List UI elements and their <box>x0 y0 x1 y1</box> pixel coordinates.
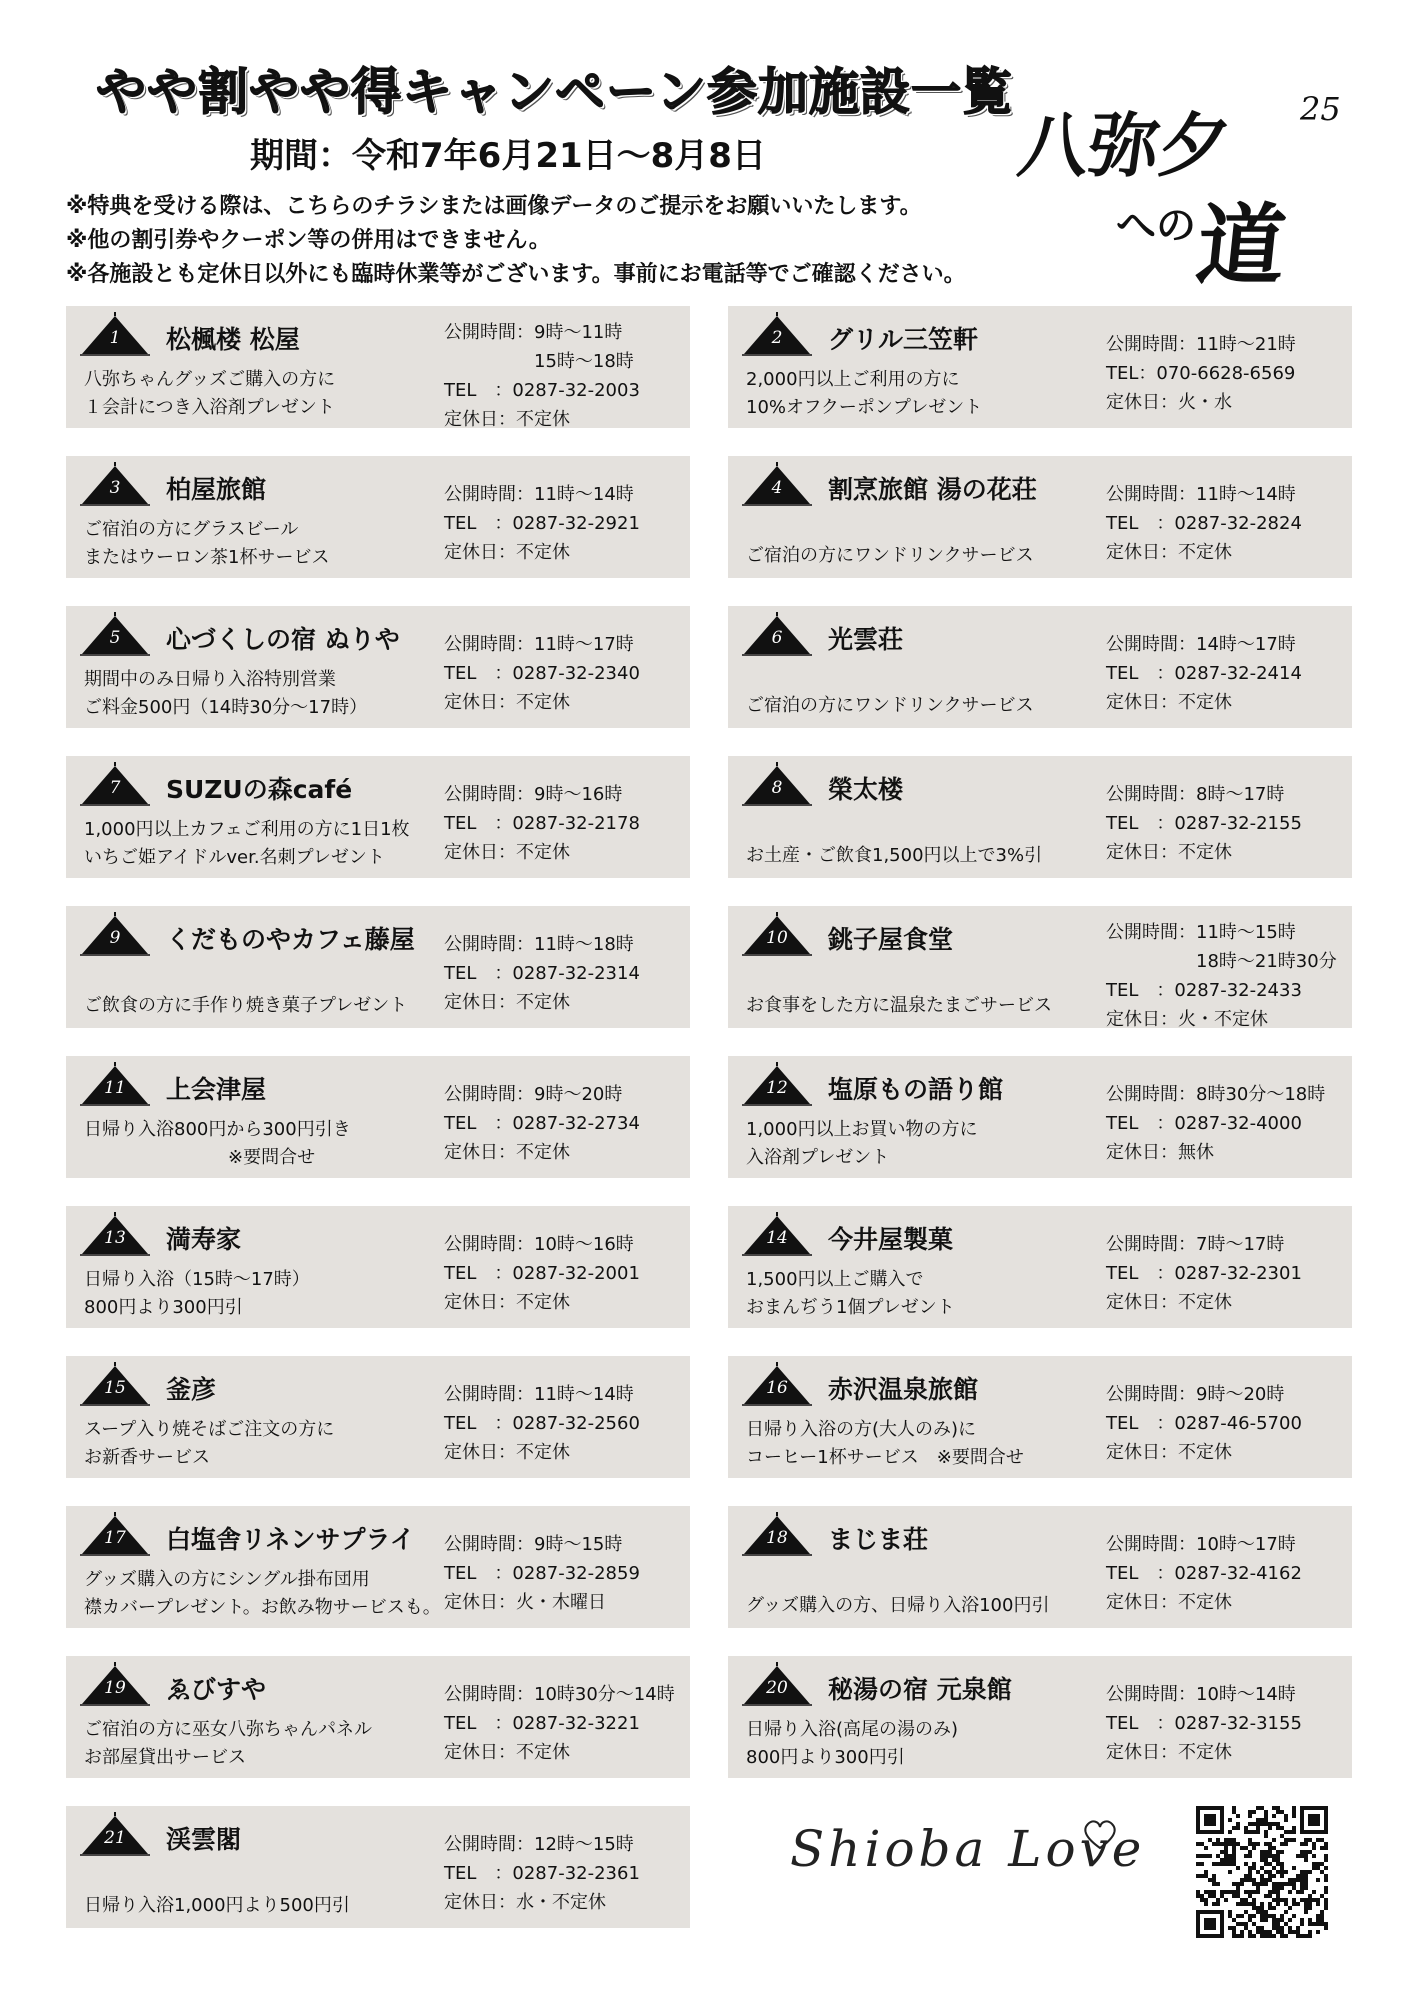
facility-info <box>444 1080 640 1167</box>
facility-card-6 <box>728 606 1352 728</box>
note-2: ※他の割引券やクーポン等の併用はできません。 <box>66 228 551 253</box>
facility-name: 塩原もの語り館 <box>828 1075 1004 1104</box>
facility-benefit-line: 日帰り入浴の方(大人のみ)に <box>746 1419 977 1440</box>
facility-info <box>444 318 640 434</box>
facility-card-19 <box>66 1656 690 1778</box>
facility-card-14 <box>728 1206 1352 1328</box>
facility-info-line: TEL ：0287-32-2859 <box>444 1563 640 1584</box>
facility-number: 4 <box>771 478 783 498</box>
facility-info-line: TEL ：0287-46-5700 <box>1106 1413 1302 1434</box>
facility-info-line: 公開時間：11時〜14時 <box>444 484 634 505</box>
facility-info-line: TEL ：0287-32-2361 <box>444 1863 640 1884</box>
facility-card-3 <box>66 456 690 578</box>
facility-info <box>444 630 640 717</box>
facility-name: 満寿家 <box>166 1225 242 1254</box>
facility-info-line: 定休日：不定休 <box>444 542 570 563</box>
facility-number: 2 <box>771 328 783 348</box>
facility-info-line: 15時〜18時 <box>444 351 634 372</box>
facility-info-line: 公開時間：11時〜17時 <box>444 634 634 655</box>
facility-benefit-line: 八弥ちゃんグッズご購入の方に <box>84 369 336 390</box>
facility-number: 1 <box>109 328 121 348</box>
facility-benefit <box>746 1716 958 1772</box>
facility-info-line: TEL ：0287-32-2414 <box>1106 663 1302 684</box>
facility-benefit-line: おまんぢう1個プレゼント <box>746 1297 955 1318</box>
facility-info-line: 定休日：不定休 <box>1106 542 1232 563</box>
heart-icon <box>1080 1814 1120 1854</box>
facility-name: 柏屋旅館 <box>166 475 267 504</box>
facility-name: 渓雲閣 <box>166 1825 242 1854</box>
facility-benefit <box>746 1116 978 1172</box>
facility-info-line: 公開時間：9時〜11時 <box>444 322 623 343</box>
facility-info-line: 公開時間：10時30分〜14時 <box>444 1684 675 1705</box>
facility-name: 銚子屋食堂 <box>828 925 954 954</box>
facility-info-line: TEL ：0287-32-2340 <box>444 663 640 684</box>
facility-info-line: 公開時間：8時30分〜18時 <box>1106 1084 1326 1105</box>
facility-info-line: TEL ：0287-32-2301 <box>1106 1263 1302 1284</box>
facility-card-21 <box>66 1806 690 1928</box>
facility-benefit-line: 日帰り入浴1,000円より500円引 <box>84 1895 350 1916</box>
facility-number: 20 <box>766 1678 788 1698</box>
facility-info-line: TEL ：0287-32-3155 <box>1106 1713 1302 1734</box>
facility-benefit-line: お土産・ご飲食1,500円以上で3%引 <box>746 845 1043 866</box>
facility-info-line: 公開時間：9時〜20時 <box>444 1084 623 1105</box>
facility-card-12 <box>728 1056 1352 1178</box>
facility-number: 12 <box>766 1078 788 1098</box>
facility-benefit-line: 800円より300円引 <box>84 1297 243 1318</box>
facility-name: 光雲荘 <box>828 625 904 654</box>
facility-benefit <box>84 666 367 722</box>
facility-benefit-line: 1,500円以上ご購入で <box>746 1269 924 1290</box>
facility-info-line: 公開時間：12時〜15時 <box>444 1834 634 1855</box>
facility-info <box>1106 480 1302 567</box>
facility-info <box>1106 918 1337 1034</box>
facility-benefit <box>746 692 1034 720</box>
facility-benefit <box>84 1416 334 1472</box>
facility-info-line: 公開時間：14時〜17時 <box>1106 634 1296 655</box>
facility-info-line: TEL ：0287-32-2433 <box>1106 980 1302 1001</box>
facility-info-line: 定休日：不定休 <box>1106 842 1232 863</box>
facility-info-line: 定休日：不定休 <box>444 1292 570 1313</box>
facility-info-line: TEL ：0287-32-4162 <box>1106 1563 1302 1584</box>
facility-benefit-line: 襟カバープレゼント。お飲み物サービスも。 <box>84 1597 441 1618</box>
facility-benefit-line: 入浴剤プレゼント <box>746 1147 890 1168</box>
facility-info-line: 定休日：不定休 <box>444 692 570 713</box>
facility-info-line: TEL ：0287-32-2155 <box>1106 813 1302 834</box>
facility-benefit-line: グッズ購入の方、日帰り入浴100円引 <box>746 1595 1050 1616</box>
facility-benefit <box>84 1716 372 1772</box>
facility-benefit-line: 日帰り入浴800円から300円引き <box>84 1119 351 1140</box>
facility-name: 釜彦 <box>166 1375 217 1404</box>
facility-benefit <box>746 992 1052 1020</box>
facility-benefit <box>84 1266 310 1322</box>
facility-benefit <box>746 542 1034 570</box>
page-title: やや割やや得キャンペーン参加施設一覧 <box>96 63 1013 121</box>
facility-number: 18 <box>766 1528 788 1548</box>
facility-name: 赤沢温泉旅館 <box>828 1375 979 1404</box>
facility-benefit <box>746 1416 1024 1472</box>
facility-info-line: 定休日：水・不定休 <box>444 1892 606 1913</box>
facility-benefit-line: ご料金500円（14時30分〜17時） <box>84 697 368 718</box>
facility-info-line: 定休日：不定休 <box>444 992 570 1013</box>
facility-info-line: 公開時間：11時〜21時 <box>1106 334 1296 355</box>
facility-benefit <box>84 366 335 422</box>
facility-card-8 <box>728 756 1352 878</box>
facility-benefit <box>84 1892 350 1920</box>
facility-info <box>444 1530 640 1617</box>
facility-name: 白塩舎リネンサプライ <box>166 1525 415 1554</box>
facility-info <box>1106 1230 1302 1317</box>
signature-text: Shioba Love <box>790 1820 1146 1878</box>
facility-number: 15 <box>104 1378 126 1398</box>
facility-card-16 <box>728 1356 1352 1478</box>
facility-card-9 <box>66 906 690 1028</box>
facility-benefit-line: お部屋貸出サービス <box>84 1747 246 1768</box>
facility-info-line: TEL ：0287-32-2824 <box>1106 513 1302 534</box>
facility-info-line: 定休日：火・水 <box>1106 392 1232 413</box>
signature <box>790 1820 1145 1878</box>
facility-card-18 <box>728 1506 1352 1628</box>
facility-card-11 <box>66 1056 690 1178</box>
facility-info <box>1106 330 1296 417</box>
facility-info-line: 定休日：不定休 <box>1106 1742 1232 1763</box>
facility-benefit-line: ご宿泊の方にワンドリンクサービス <box>746 695 1034 716</box>
facility-benefit <box>84 816 410 872</box>
facility-benefit <box>84 516 329 572</box>
facility-info <box>444 480 640 567</box>
facility-info <box>444 1380 640 1467</box>
facility-card-5 <box>66 606 690 728</box>
facility-info <box>444 1230 640 1317</box>
facility-info <box>1106 1080 1325 1167</box>
facility-benefit-line: 期間中のみ日帰り入浴特別営業 <box>84 669 336 690</box>
facility-info-line: TEL ：0287-32-2314 <box>444 963 640 984</box>
facility-info <box>444 1680 675 1767</box>
facility-benefit <box>746 1592 1049 1620</box>
facility-info-line: 公開時間：11時〜14時 <box>444 1384 634 1405</box>
facility-info-line: 定休日：不定休 <box>444 1142 570 1163</box>
facility-benefit-line: 10%オフクーポンプレゼント <box>746 397 983 418</box>
notes <box>66 190 966 292</box>
facility-name: ゑびすや <box>166 1675 267 1704</box>
facility-info-line: TEL ：0287-32-2921 <box>444 513 640 534</box>
facility-number: 7 <box>109 778 121 798</box>
facility-benefit-line: スープ入り焼そばご注文の方に <box>84 1419 335 1440</box>
facility-name: まじま荘 <box>828 1525 929 1554</box>
facility-name: SUZUの森café <box>166 775 353 804</box>
facility-card-13 <box>66 1206 690 1328</box>
facility-info <box>1106 1530 1302 1617</box>
facility-name: 秘湯の宿 元泉館 <box>828 1675 1012 1704</box>
facility-number: 3 <box>109 478 121 498</box>
facility-benefit-line: 日帰り入浴（15時〜17時） <box>84 1269 310 1290</box>
facility-info <box>444 930 640 1017</box>
facility-info-line: 定休日：火・不定休 <box>1106 1009 1268 1030</box>
facility-name: 割烹旅館 湯の花荘 <box>828 475 1037 504</box>
facility-info <box>1106 1680 1302 1767</box>
facility-name: 松楓楼 松屋 <box>166 325 300 354</box>
facility-info-line: TEL ：0287-32-2734 <box>444 1113 640 1134</box>
logo-line2: への <box>1116 202 1196 249</box>
facility-card-17 <box>66 1506 690 1628</box>
facility-card-1 <box>66 306 690 428</box>
facility-info-line: TEL ：0287-32-4000 <box>1106 1113 1302 1134</box>
logo <box>1013 90 1380 297</box>
facility-info-line: 定休日：火・木曜日 <box>444 1592 606 1613</box>
facility-info-line: TEL：070-6628-6569 <box>1106 363 1296 384</box>
facility-info-line: 定休日：不定休 <box>1106 1442 1232 1463</box>
facility-name: 心づくしの宿 ぬりや <box>166 625 400 654</box>
facility-info-line: TEL ：0287-32-2003 <box>444 380 640 401</box>
facility-card-15 <box>66 1356 690 1478</box>
facility-benefit-line: グッズ購入の方にシングル掛布団用 <box>84 1569 370 1590</box>
facility-info-line: 公開時間：7時〜17時 <box>1106 1234 1285 1255</box>
facility-name: 今井屋製菓 <box>828 1225 954 1254</box>
facility-benefit <box>84 1566 441 1622</box>
logo-line1: 八弥夕 <box>1013 104 1236 187</box>
facility-info-line: TEL ：0287-32-3221 <box>444 1713 640 1734</box>
facility-number: 13 <box>104 1228 126 1248</box>
logo-sup: 25 <box>1300 90 1341 128</box>
facility-benefit <box>746 1266 955 1322</box>
note-1: ※特典を受ける際は、こちらのチラシまたは画像データのご提示をお願いいたします。 <box>66 194 922 219</box>
facility-benefit-line: ※要問合せ <box>84 1147 316 1168</box>
facility-info <box>444 780 640 867</box>
facility-benefit <box>84 1116 351 1172</box>
facility-info-line: 定休日：不定休 <box>444 1442 570 1463</box>
facility-benefit-line: いちご姫アイドルver.名刺プレゼント <box>84 847 385 868</box>
facility-info-line: 公開時間：9時〜20時 <box>1106 1384 1285 1405</box>
facility-benefit <box>84 992 407 1020</box>
facility-number: 10 <box>766 928 788 948</box>
facility-benefit-line: 1,000円以上カフェご利用の方に1日1枚 <box>84 819 410 840</box>
logo-line3: 道 <box>1191 193 1291 297</box>
facility-number: 5 <box>109 628 121 648</box>
campaign-period: 期間：令和7年6月21日〜8月8日 <box>250 136 766 176</box>
facility-number: 21 <box>104 1828 126 1848</box>
facility-benefit <box>746 842 1042 870</box>
facility-info-line: 公開時間：10時〜17時 <box>1106 1534 1296 1555</box>
facility-benefit <box>746 366 982 422</box>
facility-benefit-line: ご宿泊の方にグラスビール <box>84 519 299 540</box>
facility-info-line: 定休日：無休 <box>1106 1142 1214 1163</box>
facility-card-7 <box>66 756 690 878</box>
facility-card-2 <box>728 306 1352 428</box>
facility-info-line: 公開時間：9時〜15時 <box>444 1534 623 1555</box>
facility-info-line: 公開時間：11時〜15時 <box>1106 922 1296 943</box>
facility-info-line: 定休日：不定休 <box>444 1742 570 1763</box>
facility-info-line: TEL ：0287-32-2001 <box>444 1263 640 1284</box>
facility-info-line: 定休日：不定休 <box>1106 1292 1232 1313</box>
facility-number: 6 <box>771 628 783 648</box>
facility-benefit-line: 1,000円以上お買い物の方に <box>746 1119 978 1140</box>
facility-info-line: 定休日：不定休 <box>1106 692 1232 713</box>
facility-info-line: TEL ：0287-32-2178 <box>444 813 640 834</box>
facility-number: 16 <box>766 1378 788 1398</box>
facility-number: 14 <box>766 1228 788 1248</box>
facility-info-line: 定休日：不定休 <box>1106 1592 1232 1613</box>
facility-benefit-line: ご宿泊の方に巫女八弥ちゃんパネル <box>84 1719 372 1740</box>
facility-info-line: 公開時間：11時〜14時 <box>1106 484 1296 505</box>
facility-number: 9 <box>109 928 121 948</box>
facility-benefit-line: お食事をした方に温泉たまごサービス <box>746 995 1052 1016</box>
facility-number: 11 <box>104 1078 126 1098</box>
facility-info <box>444 1830 640 1917</box>
facility-info <box>1106 1380 1302 1467</box>
facility-info-line: 公開時間：10時〜14時 <box>1106 1684 1296 1705</box>
facility-info <box>1106 780 1302 867</box>
facility-benefit-line: 日帰り入浴(高尾の湯のみ) <box>746 1719 959 1740</box>
facility-info-line: 公開時間：8時〜17時 <box>1106 784 1285 805</box>
facility-benefit-line: コーヒー1杯サービス ※要問合せ <box>746 1447 1024 1468</box>
note-3: ※各施設とも定休日以外にも臨時休業等がございます。事前にお電話等でご確認ください。 <box>66 262 966 287</box>
facility-number: 17 <box>104 1528 126 1548</box>
facility-benefit-line: ご飲食の方に手作り焼き菓子プレゼント <box>84 995 408 1016</box>
facility-benefit-line: １会計につき入浴剤プレゼント <box>84 397 335 418</box>
facility-name: 上会津屋 <box>166 1075 267 1104</box>
facility-benefit-line: またはウーロン茶1杯サービス <box>84 547 330 568</box>
facility-info-line: 定休日：不定休 <box>444 409 570 430</box>
facility-info-line: TEL ：0287-32-2560 <box>444 1413 640 1434</box>
facility-info <box>1106 630 1302 717</box>
facility-benefit-line: ご宿泊の方にワンドリンクサービス <box>746 545 1034 566</box>
facility-info-line: 公開時間：10時〜16時 <box>444 1234 634 1255</box>
facility-info-line: 18時〜21時30分 <box>1106 951 1337 972</box>
facility-card-4 <box>728 456 1352 578</box>
facility-info-line: 公開時間：9時〜16時 <box>444 784 623 805</box>
facility-number: 8 <box>771 778 783 798</box>
facility-number: 19 <box>104 1678 126 1698</box>
facility-name: くだものやカフェ藤屋 <box>166 925 415 954</box>
facility-benefit-line: お新香サービス <box>84 1447 210 1468</box>
facility-card-20 <box>728 1656 1352 1778</box>
facility-card-10 <box>728 906 1352 1028</box>
facility-info-line: 公開時間：11時〜18時 <box>444 934 634 955</box>
facility-name: 榮太楼 <box>828 775 904 804</box>
facility-benefit-line: 800円より300円引 <box>746 1747 905 1768</box>
facility-benefit-line: 2,000円以上ご利用の方に <box>746 369 960 390</box>
qr-code-icon <box>1196 1806 1328 1938</box>
facility-info-line: 定休日：不定休 <box>444 842 570 863</box>
facility-name: グリル三笠軒 <box>828 325 979 354</box>
